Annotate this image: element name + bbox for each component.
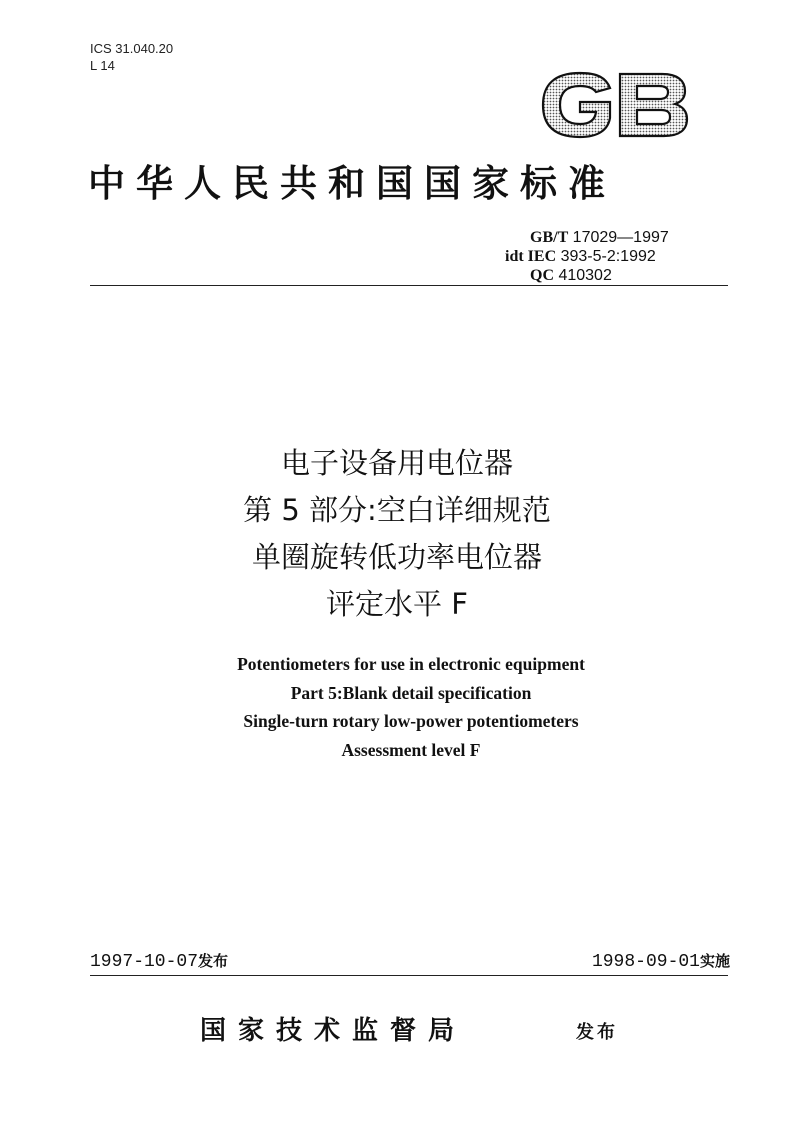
header-divider: [90, 285, 728, 286]
qc-number-line: [500, 266, 728, 285]
gb-logo: [540, 70, 690, 140]
qc-prefix: QC: [530, 267, 554, 284]
title-en-line-3: Single-turn rotary low-power potentiometers: [243, 711, 579, 731]
title-zh-line-3: 单圈旋转低功率电位器: [251, 540, 542, 574]
title-zh-line-1: 电子设备用电位器: [280, 446, 513, 480]
ics-code: ICS 31.040.20: [90, 41, 174, 56]
issuing-action: 发布: [576, 1022, 618, 1043]
title-chinese: [0, 440, 794, 628]
ccs-code: L 14: [90, 58, 115, 73]
idt-prefix: idt IEC: [505, 248, 557, 265]
gb-prefix: GB/T: [530, 229, 569, 246]
title-zh-line-2: 第 5 部分:空白详细规范: [243, 493, 551, 527]
effective-date: [592, 950, 730, 972]
issuing-authority: 国家技术监督局: [200, 1016, 467, 1046]
idt-number: 393-5-2:1992: [556, 248, 656, 265]
issue-date: [90, 950, 228, 972]
title-en-line-1: Potentiometers for use in electronic equipment: [237, 654, 585, 674]
issue-date-label: 发布: [198, 952, 229, 970]
footer-divider: [90, 975, 728, 976]
title-english: [0, 650, 794, 764]
qc-number: 410302: [554, 267, 612, 284]
idt-number-line: [500, 247, 728, 266]
title-en-line-4: Assessment level F: [341, 739, 481, 760]
standard-numbers: [500, 228, 728, 285]
effective-date-label: 实施: [699, 952, 730, 970]
gb-number: 17029—1997: [568, 229, 669, 246]
classification-codes: [90, 40, 173, 74]
standard-title: 中华人民共和国国家标准: [88, 161, 616, 205]
gb-number-line: [500, 228, 728, 247]
title-en-line-2: Part 5:Blank detail specification: [290, 682, 532, 703]
effective-date-value: 1998-09-01: [591, 952, 700, 972]
issue-date-value: 1997-10-07: [90, 952, 199, 972]
title-zh-line-4: 评定水平 F: [326, 587, 468, 621]
